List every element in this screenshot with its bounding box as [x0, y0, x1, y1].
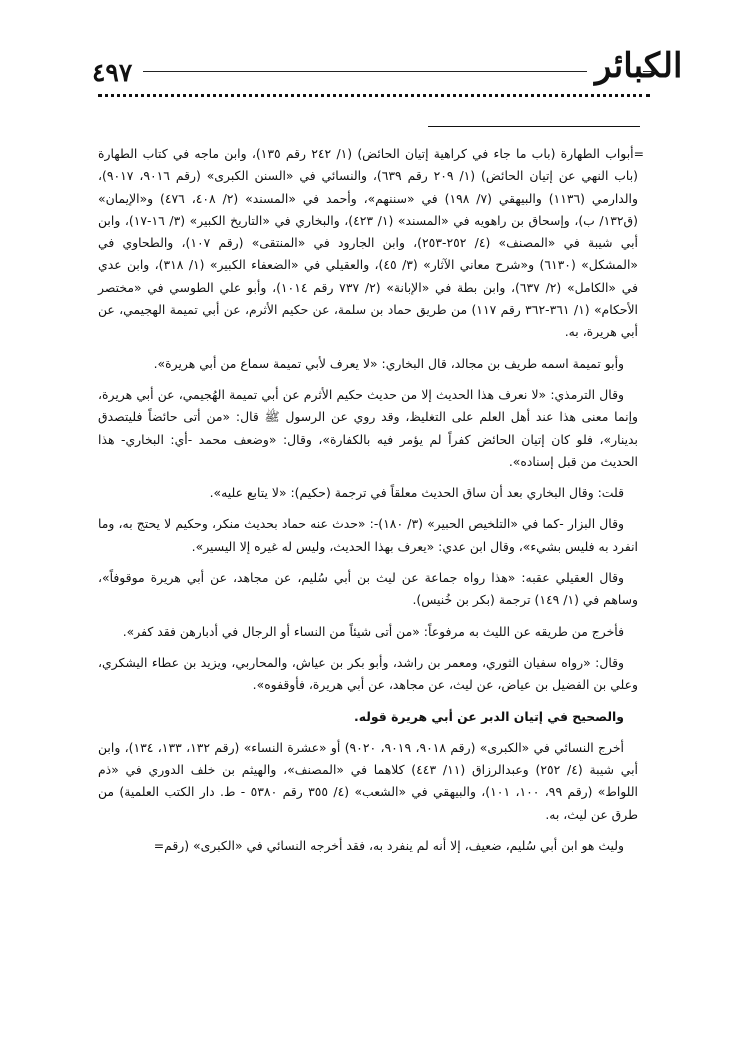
paragraph: وقال العقيلي عقبه: «هذا رواه جماعة عن ليث بن أبي سُليم، عن مجاهد، عن أبي هريرة موقوفاً»، وساهم في (١/ ١٤٩) ترجمة (بكر بن خُنيس). [98, 570, 638, 608]
paragraph: فأخرج من طريقه عن الليث به مرفوعاً: «من أتى شيئاً من النساء أو الرجال في أدبارهن فقد كفر». [122, 623, 624, 639]
footnote-text [98, 143, 644, 866]
header-rule [143, 71, 587, 72]
paragraph: وأبو تميمة اسمه طريف بن مجالد، قال البخاري: «لا يعرف لأبي تميمة سماع من أبي هريرة». [153, 355, 624, 371]
book-title: الكبائر [595, 46, 683, 86]
paragraph-bold: والصحيح في إتيان الدبر عن أبي هريرة قوله. [354, 708, 624, 724]
header-dotted-divider [98, 94, 650, 97]
page-number: ٤٩٧ [92, 58, 133, 87]
paragraph: =أبواب الطهارة (باب ما جاء في كراهية إتيان الحائض) (١/ ٢٤٢ رقم ١٣٥)، وابن ماجه في كتاب الطهارة (باب النهي عن إتيان الحائض) (١/ ٢٠٩ رقم ٦٣٩)، والنسائي في «السنن الكبرى» (رقم ٩٠١٦، ٩٠١٧)، والدارمي (١١٣٦) والبيهقي (٧/ ١٩٨) في «سننهم»، وأحمد في «المسند» (٢/ ٤٠٨، ٤٧٦) و«الإيمان» (ق١٣٢/ ب)، وإسحاق بن راهويه في «المسند» (١/ ٤٢٣)، والبخاري في «التاريخ الكبير» (٣/ ١٦-١٧)، وابن أبي شيبة في «المصنف» (٤/ ٢٥٢-٢٥٣)، وابن الجارود في «المنتقى» (رقم ١٠٧)، والطحاوي في «المشكل» (٦١٣٠) و«شرح معاني الآثار» (٣/ ٤٥)، والعقيلي في «الضعفاء الكبير» (١/ ٣١٨)، وابن عدي في «الكامل» (٢/ ٦٣٧)، وابن بطة في «الإبانة» (٢/ ٧٣٧ رقم ١٠١٤)، وأبو علي الطوسي في «مختصر الأحكام» (١/ ٣٦١-٣٦٢ رقم ١١٧) من طريق حماد بن سلمة، عن حكيم الأثرم، عن أبي تميمة الهجيمي، عن أبي هريرة، به. [98, 146, 644, 340]
paragraph: وليث هو ابن أبي سُليم، ضعيف، إلا أنه لم ينفرد به، فقد أخرجه النسائي في «الكبرى» (رقم= [153, 838, 624, 854]
header-rule-right [643, 71, 655, 72]
paragraph: وقال الترمذي: «لا نعرف هذا الحديث إلا من حديث حكيم الأثرم عن أبي تميمة الهُجيمي، عن أبي هريرة، وإنما معنى هذا عند أهل العلم على التغليظ، وقد روي عن الرسول ﷺ قال: «من أتى حائضاً فليتصدق بدينار»، فلو كان إتيان الحائض كفراً لم يؤمر فيه بالكفارة»، وقال: «وضعف محمد -أي: البخاري- هذا الحديث من قبل إسناده». [98, 386, 638, 469]
paragraph: قلت: وقال البخاري بعد أن ساق الحديث معلقاً في ترجمة (حكيم): «لا يتابع عليه». [209, 485, 624, 501]
paragraph: وقال: «رواه سفيان الثوري، ومعمر بن راشد، وأبو بكر بن عياش، والمحاربي، ويزيد بن عطاء اليشكري، وعلي بن الفضيل بن عياض، عن ليث، عن مجاهد، عن أبي هريرة، فأوقفوه». [98, 654, 638, 693]
paragraph: وقال البزار -كما في «التلخيص الحبير» (٣/ ١٨٠)-: «حدث عنه حماد بحديث منكر، وحكيم لا يحتج به، وما انفرد به فليس بشيء»، وقال ابن عدي: «يعرف بهذا الحديث، وليس له غيره إلا اليسير». [98, 516, 638, 554]
paragraph: أخرج النسائي في «الكبرى» (رقم ٩٠١٨، ٩٠١٩، ٩٠٢٠) أو «عشرة النساء» (رقم ١٣٢، ١٣٣، ١٣٤)، وابن أبي شيبة (٤/ ٢٥٢) وعبدالرزاق (١١/ ٤٤٣) كلاهما في «المصنف»، والهيثم بن خلف الدوري في «ذم اللواط» (رقم ٩٩، ١٠٠، ١٠١)، والبيهقي في «الشعب» (٤/ ٣٥٥ رقم ٥٣٨٠ - ط. دار الكتب العلمية) من طرق عن ليث، به. [98, 739, 638, 822]
footnote-separator [428, 126, 640, 127]
